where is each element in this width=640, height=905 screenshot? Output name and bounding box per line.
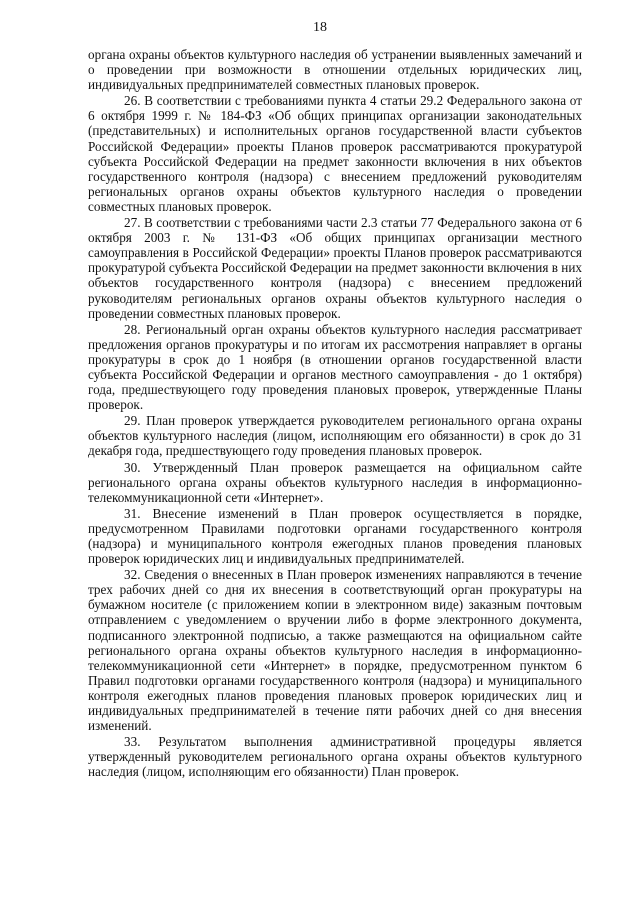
paragraph-31: 31. Внесение изменений в План проверок осуществляется в порядке, предусмотренном Правилами подготовки органами государственного контроля (надзора) и муниципального контроля ежегодных планов проведения плановых проверок юридических лиц и индивидуальных предпринимателей. [88,505,582,567]
page-number: 18 [313,20,327,35]
paragraph-26: 26. В соответствии с требованиями пункта 4 статьи 29.2 Федерального закона от 6 октября 1999 г. № 184-ФЗ «Об общих принципах организации законодательных (представительных) и исполнительных органов государственной власти субъектов Российской Федерации» проекты Планов проверок рассматриваются прокуратурой субъекта Российской Федерации на предмет законности включения в них объектов государственного контроля (надзора) с внесением предложений руководителям региональных органов охраны объектов культурного наследия о проведении совместных плановых проверок. [88,93,582,214]
paragraph-27: 27. В соответствии с требованиями части 2.3 статьи 77 Федерального закона от 6 октября 2003 г. № 131-ФЗ «Об общих принципах организации местного самоуправления в Российской Федерации» проекты Планов проверок рассматриваются прокуратурой субъекта Российской Федерации на предмет законности включения в них объектов государственного контроля (надзора) с внесением предложений руководителям региональных органов охраны объектов культурного наследия о проведении совместных плановых проверок. [88,215,582,321]
paragraph-32: 32. Сведения о внесенных в План проверок изменениях направляются в течение трех рабочих дней со дня их внесения в соответствующий орган прокуратуры на бумажном носителе (с приложением копии в электронном виде) заказным почтовым отправлением с уведомлением о вручении либо в форме электронного документа, подписанного электронной подписью, а также размещаются на официальном сайте регионального органа охраны объектов культурного наследия в информационно-телекоммуникационной сети «Интернет» в порядке, предусмотренном пунктом 6 Правил подготовки органами государственного контроля (надзора) и муниципального контроля ежегодных планов проведения плановых проверок юридических лиц и индивидуальных предпринимателей в течение пяти рабочих дней со дня внесения изменений. [88,567,582,734]
paragraph-33: 33. Результатом выполнения административной процедуры является утвержденный руководителем регионального органа охраны объектов культурного наследия (лицом, исполняющим его обязанности) План проверок. [88,734,582,780]
paragraph-29: 29. План проверок утверждается руководителем регионального органа охраны объектов культурного наследия (лицом, исполняющим его обязанности) в срок до 31 декабря года, предшествующего году проведения плановых проверок. [88,413,582,459]
document-body [88,47,582,780]
paragraph-30: 30. Утвержденный План проверок размещается на официальном сайте регионального органа охраны объектов культурного наследия в информационно-телекоммуникационной сети «Интернет». [88,459,582,505]
paragraph-28: 28. Региональный орган охраны объектов культурного наследия рассматривает предложения органов прокуратуры и по итогам их рассмотрения направляет в органы прокуратуры в срок до 1 ноября (в отношении органов государственной власти субъекта Российской Федерации и органов местного самоуправления - до 1 октября) года, предшествующего году проведения плановых проверок, утвержденные Планы проверок. [88,321,582,413]
paragraph-continuation: органа охраны объектов культурного наследия об устранении выявленных замечаний и о проведении при возможности в отношении отдельных юридических лиц, индивидуальных предпринимателей совместных плановых проверок. [88,47,582,93]
